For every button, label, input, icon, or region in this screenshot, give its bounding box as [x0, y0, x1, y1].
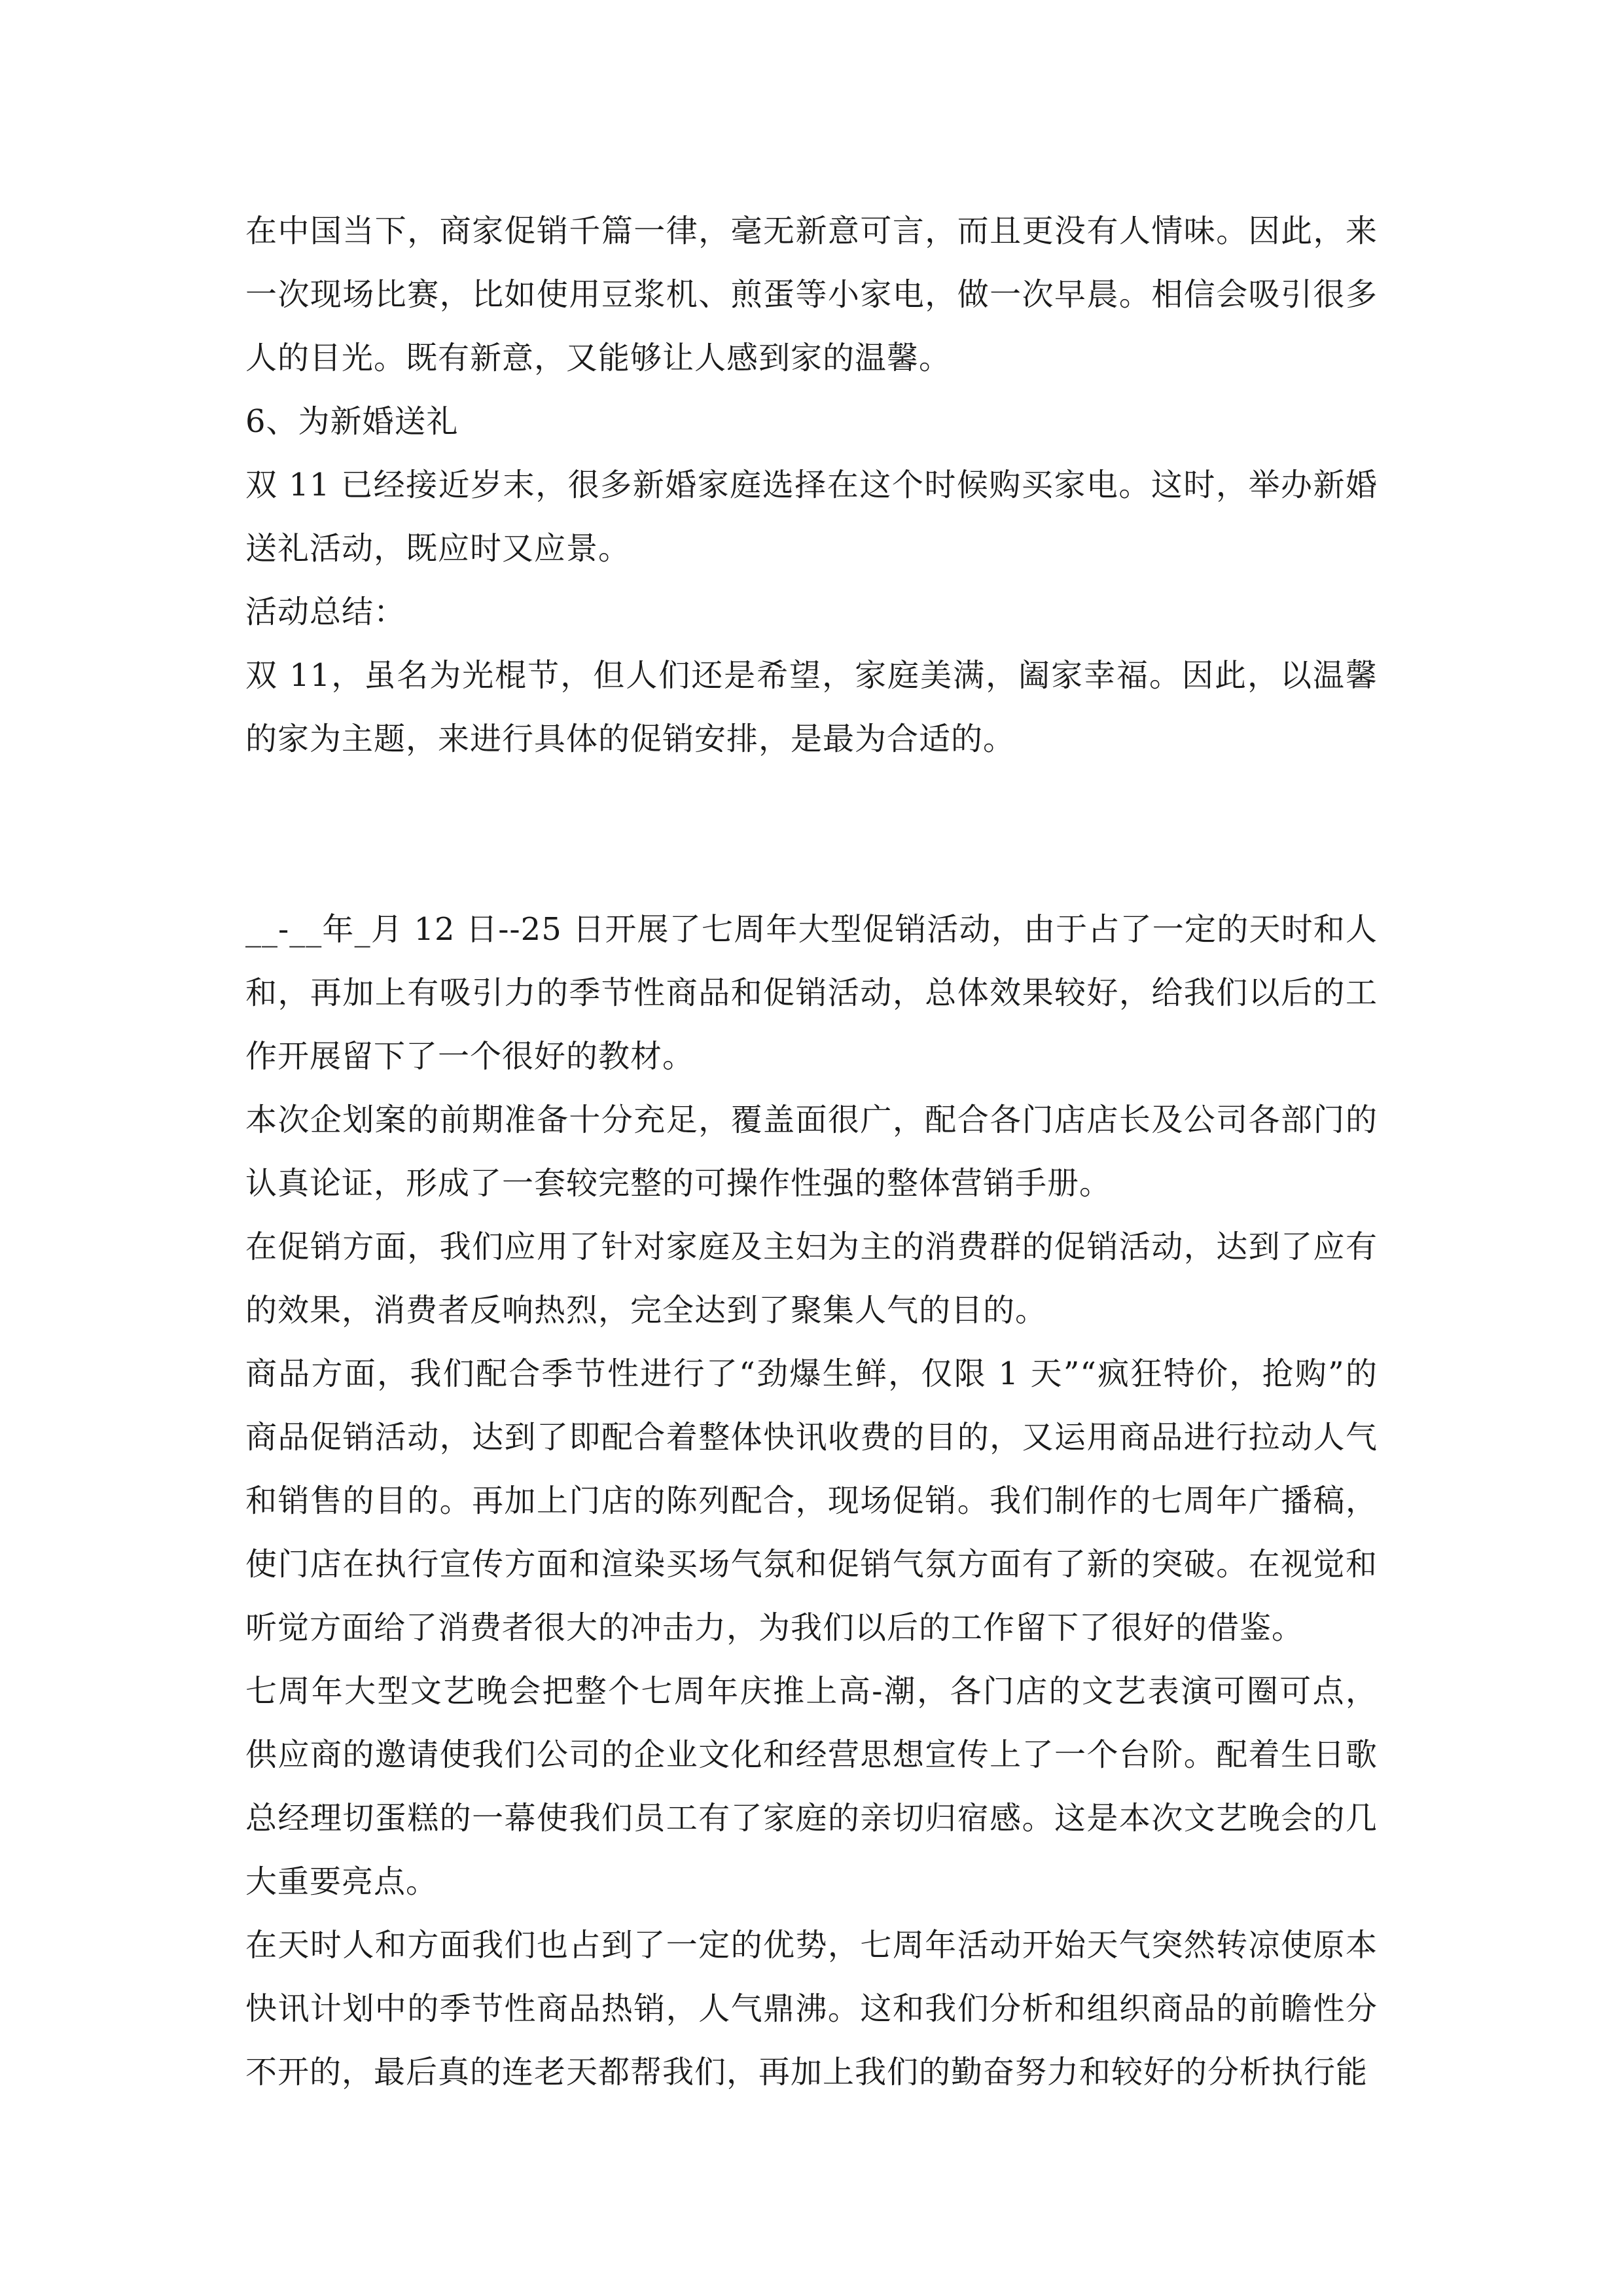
paragraph-wedding-gift: 双 11 已经接近岁末，很多新婚家庭选择在这个时候购买家电。这时，举办新婚送礼活动，既应时又应景。 [245, 467, 1378, 567]
heading-activity-summary: 活动总结： [245, 594, 406, 630]
paragraph-timing-advantage: 在天时人和方面我们也占到了一定的优势，七周年活动开始天气突然转凉使原本快讯计划中的季节性商品热销，人气鼎沸。这和我们分析和组织商品的前瞻性分不开的，最后真的连老天都帮我们，再加上我们的勤奋努力和较好的分析执行能 [245, 1927, 1378, 2090]
paragraph-planning: 本次企划案的前期准备十分充足，覆盖面很广，配合各门店店长及公司各部门的认真论证，形成了一套较完整的可操作性强的整体营销手册。 [245, 1102, 1378, 1202]
paragraph-promotion: 在促销方面，我们应用了针对家庭及主妇为主的消费群的促销活动，达到了应有的效果，消费者反响热烈，完全达到了聚集人气的目的。 [245, 1229, 1378, 1329]
paragraph-gala: 七周年大型文艺晚会把整个七周年庆推上高-潮，各门店的文艺表演可圈可点，供应商的邀请使我们公司的企业文化和经营思想宣传上了一个台阶。配着生日歌总经理切蛋糕的一幕使我们员工有了家庭的亲切归宿感。这是本次文艺晚会的几大重要亮点。 [245, 1673, 1378, 1900]
document-body [245, 200, 1378, 2104]
paragraph-anniversary-overview: __-__年_月 12 日--25 日开展了七周年大型促销活动，由于占了一定的天时和人和，再加上有吸引力的季节性商品和促销活动，总体效果较好，给我们以后的工作开展留下了一个很好的教材。 [245, 911, 1378, 1075]
paragraph-home-warmth: 在中国当下，商家促销千篇一律，毫无新意可言，而且更没有人情味。因此，来一次现场比赛，比如使用豆浆机、煎蛋等小家电，做一次早晨。相信会吸引很多人的目光。既有新意，又能够让人感到家的温馨。 [245, 213, 1378, 376]
heading-wedding-gift: 6、为新婚送礼 [245, 403, 459, 440]
section-spacer [245, 771, 1378, 898]
paragraph-merchandise: 商品方面，我们配合季节性进行了“劲爆生鲜，仅限 1 天”“疯狂特价，抢购”的商品促销活动，达到了即配合着整体快讯收费的目的，又运用商品进行拉动人气和销售的目的。再加上门店的陈列配合，现场促销。我们制作的七周年广播稿，使门店在执行宣传方面和渲染买场气氛和促销气氛方面有了新的突破。在视觉和听觉方面给了消费者很大的冲击力，为我们以后的工作留下了很好的借鉴。 [245, 1355, 1378, 1646]
paragraph-activity-summary: 双 11，虽名为光棍节，但人们还是希望，家庭美满，阖家幸福。因此，以温馨的家为主题，来进行具体的促销安排，是最为合适的。 [245, 657, 1378, 757]
